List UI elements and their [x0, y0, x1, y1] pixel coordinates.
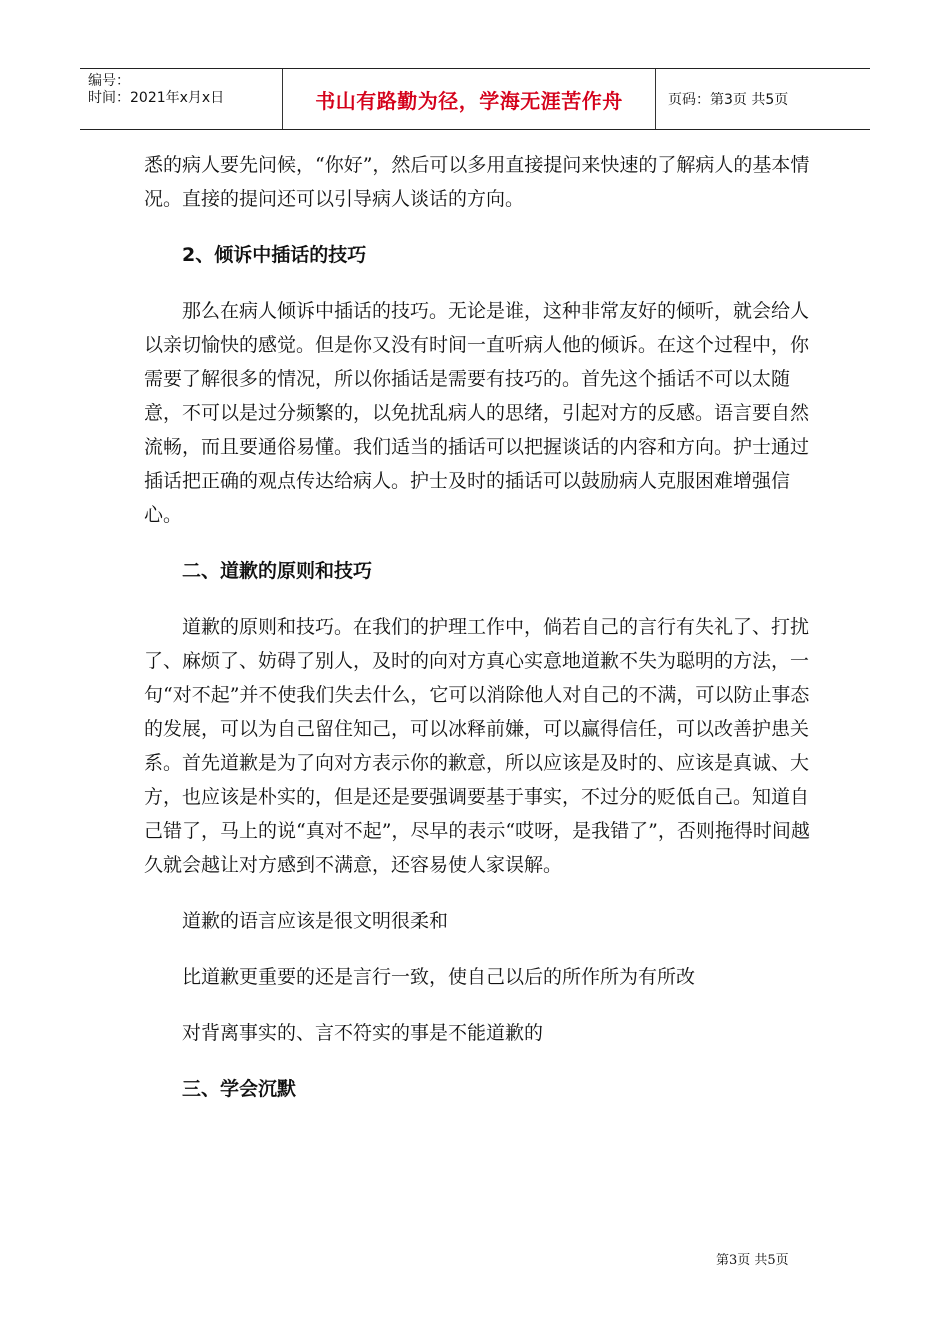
header-page-cell: [656, 69, 870, 129]
date-label: 时间：2021年x月x日: [88, 90, 225, 106]
page-footer: 第3页 共5页: [716, 1253, 789, 1268]
header-motto: 书山有路勤为径，学海无涯苦作舟: [315, 88, 623, 113]
header-page-info: 页码：第3页 共5页: [668, 92, 789, 108]
document-header: [80, 68, 870, 130]
section-heading-apology: 二、道歉的原则和技巧: [182, 560, 373, 582]
paragraph-2: 那么在病人倾诉中插话的技巧。无论是谁，这种非常友好的倾听，就会给人以亲切愉快的感觉。但是你又没有时间一直听病人他的倾诉。在这个过程中，你需要了解很多的情况，所以你插话是需要有技巧的。首先这个插话不可以太随意，不可以是过分频繁的，以免扰乱病人的思绪，引起对方的反感。语言要自然流畅，而且要通俗易懂。我们适当的插话可以把握谈话的内容和方向。护士通过插话把正确的观点传达给病人。护士及时的插话可以鼓励病人克服困难增强信心。: [144, 300, 810, 526]
paragraph-3: 道歉的原则和技巧。在我们的护理工作中，倘若自己的言行有失礼了、打扰了、麻烦了、妨碍了别人，及时的向对方真心实意地道歉不失为聪明的方法，一句“对不起”并不使我们失去什么，它可以消除他人对自己的不满，可以防止事态的发展，可以为自己留住知己，可以冰释前嫌，可以赢得信任，可以改善护患关系。首先道歉是为了向对方表示你的歉意，所以应该是及时的、应该是真诚、大方，也应该是朴实的，但是还是要强调要基于事实，不过分的贬低自己。知道自己错了，马上的说“真对不起”，尽早的表示“哎呀，是我错了”，否则拖得时间越久就会越让对方感到不满意，还容易使人家误解。: [144, 616, 810, 876]
header-meta: [80, 69, 283, 129]
paragraph-1: 悉的病人要先问候，“你好”，然后可以多用直接提问来快速的了解病人的基本情况。直接的提问还可以引导病人谈话的方向。: [144, 154, 810, 210]
apology-point-2: 比道歉更重要的还是言行一致，使自己以后的所作所为有所改: [182, 966, 696, 988]
number-label: 编号：: [88, 73, 130, 89]
document-body: [144, 148, 812, 1106]
apology-point-3: 对背离事实的、言不符实的事是不能道歉的: [182, 1022, 544, 1044]
header-motto-cell: [283, 69, 656, 129]
apology-point-1: 道歉的语言应该是很文明很柔和: [182, 910, 449, 932]
section-heading-interjection: 2、倾诉中插话的技巧: [182, 244, 367, 266]
section-heading-silence: 三、学会沉默: [182, 1078, 297, 1100]
